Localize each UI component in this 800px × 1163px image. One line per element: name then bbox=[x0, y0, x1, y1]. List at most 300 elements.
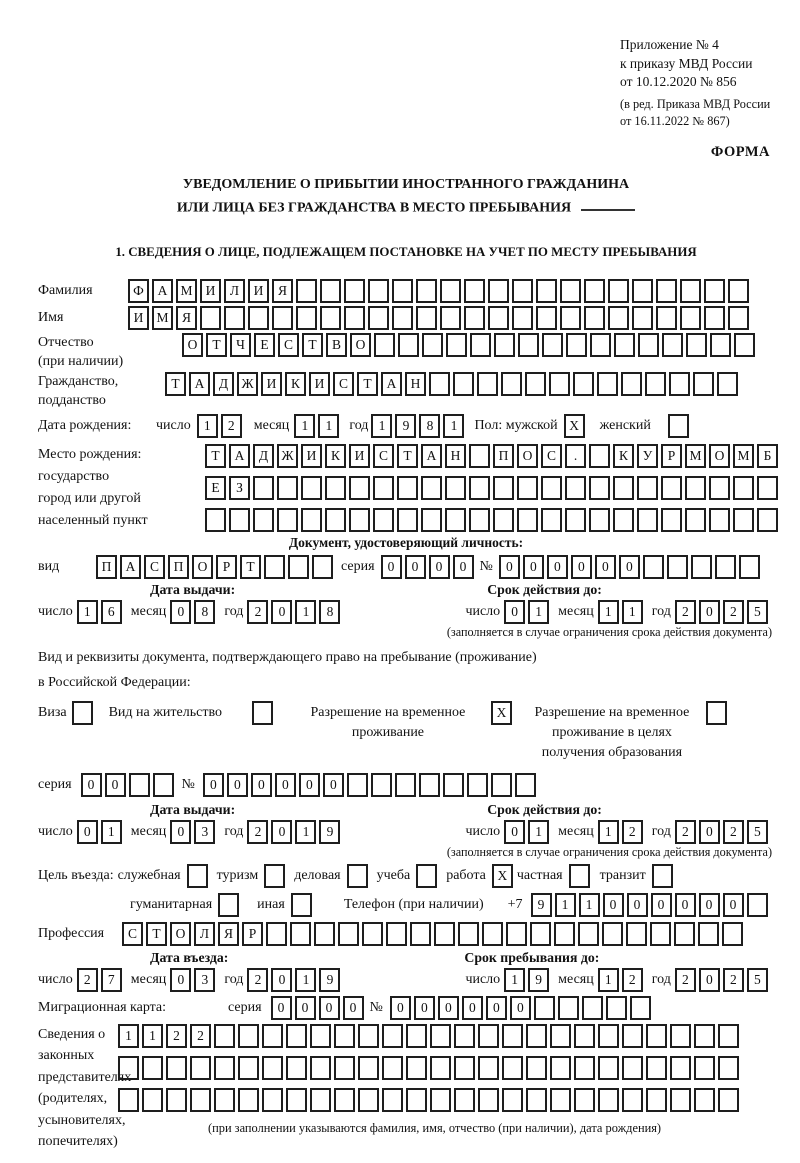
char-cell bbox=[656, 279, 677, 303]
issue-month-boxes bbox=[170, 820, 218, 844]
char-cell: Т bbox=[165, 372, 186, 396]
char-cell bbox=[578, 922, 599, 946]
purpose-checkbox bbox=[347, 864, 368, 888]
birthplace-row2 bbox=[205, 476, 781, 500]
char-cell bbox=[722, 922, 743, 946]
char-cell: 1 bbox=[197, 414, 218, 438]
char-cell bbox=[166, 1088, 187, 1112]
stay-month-boxes bbox=[598, 968, 646, 992]
char-cell bbox=[382, 1088, 403, 1112]
char-cell bbox=[606, 996, 627, 1020]
char-cell bbox=[253, 476, 274, 500]
char-cell bbox=[253, 508, 274, 532]
char-cell bbox=[630, 996, 651, 1020]
char-cell bbox=[574, 1056, 595, 1080]
char-cell: 0 bbox=[523, 555, 544, 579]
residence-issue-date bbox=[38, 820, 343, 844]
char-cell: И bbox=[261, 372, 282, 396]
char-cell bbox=[661, 508, 682, 532]
char-cell bbox=[613, 508, 634, 532]
purpose-option: иная bbox=[257, 893, 312, 917]
firstname-boxes bbox=[128, 306, 752, 330]
residence-doc-intro1: Вид и реквизиты документа, подтверждающего право на пребывание (проживание) bbox=[38, 649, 537, 665]
issue-year-boxes bbox=[247, 600, 343, 624]
char-cell: 0 bbox=[275, 773, 296, 797]
visa-checkbox bbox=[72, 701, 93, 725]
citizenship-boxes bbox=[165, 372, 741, 396]
char-cell: 5 bbox=[747, 600, 768, 624]
char-cell bbox=[312, 555, 333, 579]
issue-month-boxes bbox=[170, 600, 218, 624]
char-cell bbox=[582, 996, 603, 1020]
char-cell: 0 bbox=[271, 600, 292, 624]
char-cell: 0 bbox=[723, 893, 744, 917]
char-cell: М bbox=[152, 306, 173, 330]
char-cell: О bbox=[709, 444, 730, 468]
char-cell bbox=[248, 306, 269, 330]
form-label: ФОРМА bbox=[710, 144, 770, 161]
purpose-checkbox: X bbox=[492, 864, 513, 888]
char-cell: 0 bbox=[251, 773, 272, 797]
char-cell bbox=[518, 333, 539, 357]
char-cell: 8 bbox=[319, 600, 340, 624]
char-cell: 1 bbox=[598, 600, 619, 624]
char-cell bbox=[598, 1056, 619, 1080]
doc-number-boxes bbox=[499, 555, 763, 579]
char-cell bbox=[392, 306, 413, 330]
char-cell bbox=[667, 555, 688, 579]
char-cell: 5 bbox=[747, 820, 768, 844]
patronymic-label: Отчество (при наличии) bbox=[38, 334, 124, 369]
char-cell: А bbox=[120, 555, 141, 579]
char-cell bbox=[502, 1056, 523, 1080]
char-cell: 1 bbox=[118, 1024, 139, 1048]
char-cell: 0 bbox=[453, 555, 474, 579]
char-cell bbox=[264, 555, 285, 579]
char-cell: 0 bbox=[499, 555, 520, 579]
char-cell bbox=[747, 893, 768, 917]
char-cell bbox=[622, 1024, 643, 1048]
year-label: год bbox=[651, 823, 671, 839]
char-cell: 0 bbox=[170, 968, 191, 992]
char-cell bbox=[536, 279, 557, 303]
char-cell bbox=[704, 306, 725, 330]
char-cell: Л bbox=[194, 922, 215, 946]
citizenship-label: Гражданство, подданство bbox=[38, 373, 119, 408]
char-cell bbox=[453, 372, 474, 396]
phone-boxes bbox=[531, 893, 771, 917]
char-cell bbox=[621, 372, 642, 396]
purpose-checkbox bbox=[416, 864, 437, 888]
char-cell: 0 bbox=[571, 555, 592, 579]
char-cell bbox=[574, 1024, 595, 1048]
char-cell: 2 bbox=[166, 1024, 187, 1048]
char-cell: Т bbox=[206, 333, 227, 357]
char-cell bbox=[290, 922, 311, 946]
char-cell bbox=[410, 922, 431, 946]
entry-stay-dates-row bbox=[38, 968, 774, 992]
char-cell bbox=[190, 1056, 211, 1080]
birth-day-boxes bbox=[197, 414, 245, 438]
char-cell bbox=[445, 476, 466, 500]
char-cell bbox=[694, 1024, 715, 1048]
char-cell: 9 bbox=[528, 968, 549, 992]
char-cell bbox=[632, 279, 653, 303]
char-cell bbox=[286, 1088, 307, 1112]
purpose-row2 bbox=[38, 893, 774, 917]
char-cell: П bbox=[493, 444, 514, 468]
doc-series-boxes bbox=[381, 555, 477, 579]
title-blank-underline bbox=[581, 197, 635, 212]
char-cell: С bbox=[144, 555, 165, 579]
day-label: число bbox=[465, 823, 501, 839]
residence-permit-options bbox=[38, 701, 774, 763]
valid-day-boxes bbox=[504, 820, 552, 844]
day-label: число bbox=[38, 971, 73, 987]
char-cell bbox=[693, 372, 714, 396]
char-cell bbox=[566, 333, 587, 357]
char-cell: О bbox=[350, 333, 371, 357]
char-cell bbox=[430, 1056, 451, 1080]
char-cell: 0 bbox=[675, 893, 696, 917]
char-cell bbox=[349, 508, 370, 532]
char-cell: Т bbox=[302, 333, 323, 357]
migration-series-boxes bbox=[271, 996, 367, 1020]
visa-label: Виза bbox=[38, 704, 67, 720]
entry-date bbox=[38, 968, 343, 992]
valid-date-heading: Срок действия до: bbox=[487, 801, 602, 817]
char-cell: 0 bbox=[510, 996, 531, 1020]
char-cell: 0 bbox=[547, 555, 568, 579]
number-label: № bbox=[181, 776, 195, 792]
char-cell bbox=[320, 279, 341, 303]
char-cell bbox=[698, 922, 719, 946]
doc-kind-label: вид bbox=[38, 558, 60, 574]
char-cell: 0 bbox=[405, 555, 426, 579]
migration-card-label: Миграционная карта: bbox=[38, 999, 167, 1015]
doc-series-label: серия bbox=[341, 558, 375, 574]
char-cell bbox=[142, 1088, 163, 1112]
char-cell bbox=[443, 773, 464, 797]
char-cell: 1 bbox=[142, 1024, 163, 1048]
char-cell bbox=[709, 476, 730, 500]
char-cell bbox=[643, 555, 664, 579]
month-label: месяц bbox=[558, 823, 594, 839]
purpose-option: транзит bbox=[600, 864, 673, 888]
char-cell bbox=[416, 306, 437, 330]
char-cell bbox=[622, 1056, 643, 1080]
char-cell bbox=[602, 922, 623, 946]
char-cell: 2 bbox=[675, 968, 696, 992]
char-cell: 2 bbox=[247, 820, 268, 844]
char-cell: Т bbox=[357, 372, 378, 396]
char-cell bbox=[638, 333, 659, 357]
char-cell: 0 bbox=[390, 996, 411, 1020]
char-cell: Р bbox=[216, 555, 237, 579]
char-cell: 1 bbox=[579, 893, 600, 917]
firstname-label: Имя bbox=[38, 309, 64, 325]
appendix-line: к приказу МВД России bbox=[620, 55, 753, 71]
char-cell bbox=[214, 1056, 235, 1080]
char-cell bbox=[382, 1056, 403, 1080]
birth-year-boxes bbox=[371, 414, 467, 438]
char-cell bbox=[554, 922, 575, 946]
char-cell bbox=[493, 476, 514, 500]
day-label: число bbox=[156, 417, 191, 433]
char-cell bbox=[685, 508, 706, 532]
char-cell bbox=[129, 773, 150, 797]
char-cell bbox=[325, 508, 346, 532]
char-cell: 1 bbox=[528, 820, 549, 844]
char-cell: 1 bbox=[294, 414, 315, 438]
year-label: год bbox=[224, 823, 244, 839]
temp-residence-label: Разрешение на временное проживание bbox=[310, 704, 466, 740]
issue-day-boxes bbox=[77, 820, 125, 844]
section1-heading: 1. СВЕДЕНИЯ О ЛИЦЕ, ПОДЛЕЖАЩЕМ ПОСТАНОВКЕ НА УЧЕТ ПО МЕСТУ ПРЕБЫВАНИЯ bbox=[115, 244, 697, 259]
residence-permit-checkbox bbox=[252, 701, 273, 725]
char-cell: 1 bbox=[295, 968, 316, 992]
char-cell: И bbox=[309, 372, 330, 396]
char-cell bbox=[454, 1056, 475, 1080]
char-cell: 0 bbox=[319, 996, 340, 1020]
month-label: месяц bbox=[130, 823, 167, 839]
char-cell bbox=[374, 333, 395, 357]
residence-number-boxes bbox=[203, 773, 539, 797]
char-cell bbox=[646, 1088, 667, 1112]
char-cell bbox=[680, 279, 701, 303]
purpose-row1 bbox=[38, 864, 774, 888]
char-cell bbox=[549, 372, 570, 396]
char-cell bbox=[512, 306, 533, 330]
char-cell: 9 bbox=[319, 820, 340, 844]
month-label: месяц bbox=[253, 417, 290, 433]
char-cell: 3 bbox=[194, 968, 215, 992]
char-cell: 0 bbox=[77, 820, 98, 844]
representatives-label: Сведения о законных представителях (родителях, усыновителях, попечителях) bbox=[38, 1026, 132, 1150]
day-label: число bbox=[465, 971, 501, 987]
char-cell bbox=[590, 333, 611, 357]
representatives-note: (при заполнении указываются фамилия, имя, отчество (при наличии), дата рождения) bbox=[208, 1120, 662, 1135]
char-cell bbox=[397, 508, 418, 532]
char-cell bbox=[565, 476, 586, 500]
char-cell: А bbox=[381, 372, 402, 396]
char-cell bbox=[501, 372, 522, 396]
char-cell: 1 bbox=[318, 414, 339, 438]
char-cell: М bbox=[685, 444, 706, 468]
month-label: месяц bbox=[130, 971, 167, 987]
year-label: год bbox=[224, 971, 244, 987]
char-cell: И bbox=[200, 279, 221, 303]
char-cell bbox=[301, 508, 322, 532]
purpose-checkbox bbox=[652, 864, 673, 888]
char-cell: 0 bbox=[603, 893, 624, 917]
char-cell bbox=[530, 922, 551, 946]
char-cell: 0 bbox=[271, 820, 292, 844]
char-cell bbox=[477, 372, 498, 396]
char-cell bbox=[320, 306, 341, 330]
char-cell bbox=[637, 508, 658, 532]
char-cell: Р bbox=[661, 444, 682, 468]
char-cell bbox=[613, 476, 634, 500]
char-cell bbox=[718, 1088, 739, 1112]
char-cell bbox=[656, 306, 677, 330]
char-cell bbox=[674, 922, 695, 946]
char-cell bbox=[445, 508, 466, 532]
representatives-row1 bbox=[118, 1024, 742, 1048]
char-cell bbox=[469, 508, 490, 532]
birthdate-label: Дата рождения: bbox=[38, 417, 132, 433]
char-cell bbox=[430, 1024, 451, 1048]
char-cell bbox=[214, 1024, 235, 1048]
char-cell: О bbox=[517, 444, 538, 468]
series-label: серия bbox=[228, 999, 262, 1015]
char-cell bbox=[541, 476, 562, 500]
char-cell bbox=[286, 1024, 307, 1048]
char-cell bbox=[646, 1056, 667, 1080]
char-cell: 2 bbox=[723, 600, 744, 624]
char-cell: 7 bbox=[101, 968, 122, 992]
char-cell: К bbox=[325, 444, 346, 468]
char-cell: 2 bbox=[221, 414, 242, 438]
char-cell: 1 bbox=[504, 968, 525, 992]
char-cell bbox=[598, 1088, 619, 1112]
char-cell: 9 bbox=[531, 893, 552, 917]
char-cell bbox=[166, 1056, 187, 1080]
char-cell bbox=[541, 508, 562, 532]
char-cell bbox=[334, 1056, 355, 1080]
residence-dates-row bbox=[38, 820, 774, 844]
char-cell bbox=[550, 1088, 571, 1112]
char-cell bbox=[685, 476, 706, 500]
char-cell bbox=[373, 476, 394, 500]
char-cell: И bbox=[349, 444, 370, 468]
issue-day-boxes bbox=[77, 600, 125, 624]
char-cell: Т bbox=[397, 444, 418, 468]
purpose-checkbox bbox=[291, 893, 312, 917]
char-cell bbox=[190, 1088, 211, 1112]
char-cell bbox=[757, 508, 778, 532]
field-birthplace bbox=[38, 444, 774, 532]
char-cell: 0 bbox=[203, 773, 224, 797]
char-cell bbox=[584, 306, 605, 330]
char-cell bbox=[560, 279, 581, 303]
char-cell bbox=[440, 279, 461, 303]
char-cell bbox=[542, 333, 563, 357]
phone-prefix: +7 bbox=[507, 896, 523, 912]
char-cell: А bbox=[229, 444, 250, 468]
purpose-label: Цель въезда: bbox=[38, 867, 114, 883]
char-cell bbox=[488, 306, 509, 330]
char-cell bbox=[238, 1056, 259, 1080]
char-cell bbox=[626, 922, 647, 946]
char-cell: М bbox=[733, 444, 754, 468]
char-cell: У bbox=[637, 444, 658, 468]
purpose-checkbox bbox=[264, 864, 285, 888]
char-cell bbox=[314, 922, 335, 946]
char-cell: 0 bbox=[619, 555, 640, 579]
char-cell: Д bbox=[253, 444, 274, 468]
char-cell bbox=[686, 333, 707, 357]
char-cell bbox=[662, 333, 683, 357]
char-cell: Ж bbox=[277, 444, 298, 468]
birthplace-row3 bbox=[205, 508, 781, 532]
char-cell: С bbox=[122, 922, 143, 946]
number-label: № bbox=[369, 999, 383, 1015]
char-cell bbox=[622, 1088, 643, 1112]
char-cell: М bbox=[176, 279, 197, 303]
char-cell bbox=[386, 922, 407, 946]
char-cell bbox=[310, 1024, 331, 1048]
char-cell bbox=[717, 372, 738, 396]
char-cell bbox=[454, 1024, 475, 1048]
char-cell bbox=[440, 306, 461, 330]
char-cell bbox=[454, 1088, 475, 1112]
char-cell bbox=[224, 306, 245, 330]
char-cell bbox=[565, 508, 586, 532]
char-cell bbox=[421, 476, 442, 500]
residence-doc-series-row bbox=[38, 773, 774, 797]
char-cell bbox=[645, 372, 666, 396]
char-cell bbox=[344, 279, 365, 303]
char-cell bbox=[334, 1088, 355, 1112]
char-cell: 0 bbox=[486, 996, 507, 1020]
temp-residence-education-checkbox bbox=[706, 701, 727, 725]
char-cell bbox=[515, 773, 536, 797]
char-cell bbox=[286, 1056, 307, 1080]
profession-boxes bbox=[122, 922, 746, 946]
char-cell bbox=[589, 476, 610, 500]
char-cell bbox=[395, 773, 416, 797]
char-cell bbox=[464, 306, 485, 330]
char-cell: 1 bbox=[598, 820, 619, 844]
entry-month-boxes bbox=[170, 968, 218, 992]
migration-card-row bbox=[38, 996, 774, 1020]
char-cell bbox=[494, 333, 515, 357]
char-cell bbox=[517, 508, 538, 532]
identity-date-headings bbox=[38, 582, 774, 598]
char-cell: З bbox=[229, 476, 250, 500]
char-cell: Я bbox=[218, 922, 239, 946]
char-cell bbox=[502, 1024, 523, 1048]
field-citizenship bbox=[38, 372, 774, 410]
char-cell: Д bbox=[213, 372, 234, 396]
field-surname bbox=[38, 279, 774, 303]
char-cell: 0 bbox=[323, 773, 344, 797]
year-label: год bbox=[651, 971, 671, 987]
char-cell: 0 bbox=[271, 968, 292, 992]
char-cell bbox=[646, 1024, 667, 1048]
char-cell bbox=[382, 1024, 403, 1048]
char-cell bbox=[558, 996, 579, 1020]
char-cell bbox=[482, 922, 503, 946]
temp-residence-checkbox: X bbox=[491, 701, 512, 725]
char-cell: 0 bbox=[295, 996, 316, 1020]
char-cell: А bbox=[152, 279, 173, 303]
char-cell bbox=[373, 508, 394, 532]
surname-label: Фамилия bbox=[38, 282, 93, 298]
char-cell: 0 bbox=[651, 893, 672, 917]
char-cell bbox=[470, 333, 491, 357]
char-cell bbox=[277, 476, 298, 500]
sex-male-checkbox: X bbox=[564, 414, 585, 438]
char-cell: И bbox=[301, 444, 322, 468]
char-cell bbox=[429, 372, 450, 396]
char-cell: 0 bbox=[462, 996, 483, 1020]
char-cell bbox=[493, 508, 514, 532]
representatives-row3 bbox=[118, 1088, 742, 1112]
valid-day-boxes bbox=[504, 600, 552, 624]
char-cell: 1 bbox=[295, 820, 316, 844]
